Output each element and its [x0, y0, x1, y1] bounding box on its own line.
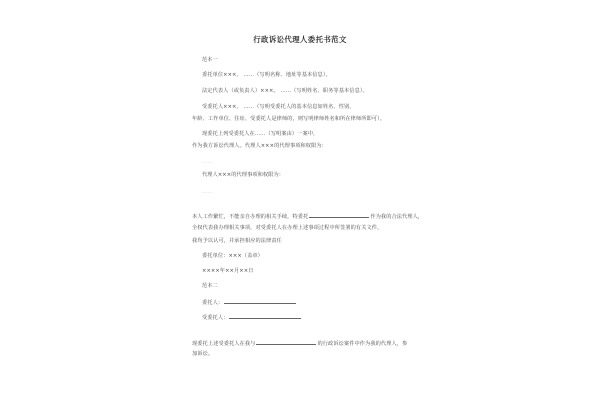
agent-authority-line: 代理人×××的代理事项和权限为：: [202, 172, 285, 178]
opposing-party-blank[interactable]: [256, 339, 316, 345]
agent-info-continuation: 年龄、工作单位、住址、受委托人是律师的，则写明律师姓名和所在律师所即可）。: [192, 116, 386, 122]
entrustment-text-before: 现委托上述受委托人在我与: [192, 341, 256, 347]
principal-name-blank[interactable]: [224, 298, 296, 304]
principal-unit-line: 委托单位×××。 ……（写明名称、地址等基本信息）。: [202, 72, 331, 78]
entrustment-continuation: 加诉讼。: [192, 351, 214, 357]
omission-dots: ……: [202, 159, 213, 165]
principal-signature-line: 委托单位：×××（盖章）: [202, 253, 263, 259]
agent-info-line: 受委托人×××。 ……（写明受委托人的基本信息如姓名、性别、: [202, 104, 355, 110]
authorization-line: [192, 212, 423, 221]
agent-name-blank[interactable]: [229, 313, 301, 319]
date-line: ××××年××月××日: [202, 268, 254, 274]
agent-name-blank[interactable]: [309, 212, 369, 218]
omission-dots: ……: [202, 189, 213, 195]
entrustment-text-after: 的行政诉讼案件中作为我的代理人，参: [317, 341, 408, 347]
principal-label: 委托人：: [202, 300, 224, 306]
agent-field: [202, 313, 302, 322]
agent-label: 受委托人：: [202, 315, 229, 321]
authorization-text-before: 本人工作繁忙，不能亲自办理的相关手续，特委托: [192, 214, 309, 220]
case-statement-continuation: 作为我方诉讼代理人。代理人×××的代理事项和权限为：: [192, 143, 327, 149]
case-statement-line: 现委托上列受委托人在……（写明案由）一案中，: [202, 131, 319, 137]
sample-two-heading: 范本二: [202, 283, 218, 289]
legal-representative-line: 法定代表人（或负责人）×××。 ……（写明姓名、职务等基本信息）。: [202, 88, 368, 94]
entrustment-line: [192, 339, 407, 348]
principal-field: [202, 298, 297, 307]
document-title: 行政诉讼代理人委托书范文: [253, 35, 347, 44]
authorization-text-after: 作为我的合法代理人，: [370, 214, 424, 220]
authorization-line-3: 我均予以认可，并承担相应的法律责任: [192, 238, 282, 244]
sample-one-heading: 范本一: [202, 57, 218, 63]
authorization-line-2: 全权代表我办理相关事项，对受委托人在办理上述事项过程中所签署的有关文件，: [192, 225, 383, 231]
